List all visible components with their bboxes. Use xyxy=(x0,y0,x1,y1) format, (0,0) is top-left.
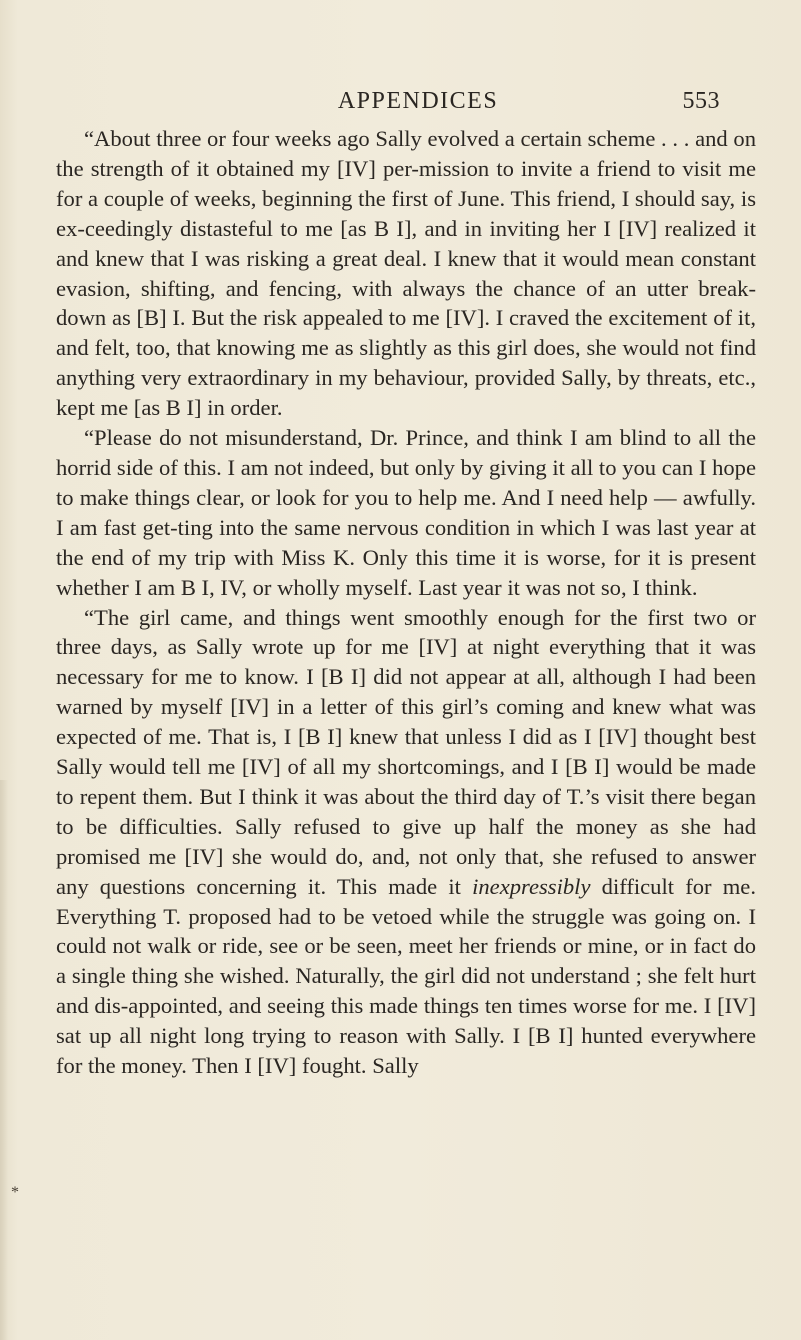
running-head: APPENDICES xyxy=(337,88,499,114)
paragraph-2: “Please do not misunderstand, Dr. Prince, and think I am blind to all the horrid side of this. I am not indeed, but only by giving it all to you can I hope to make things clear, or look for you to help me. And I need help — awfully. I am fast get-ting into the same nervous condition in which I was last year at the end of my trip with Miss K. Only this time it is worse, for it is present whether I am B I, IV, or wholly myself. Last year it was not so, I think. xyxy=(56,425,756,600)
paragraph-3-end: difficult for me. Everything T. proposed had to be vetoed while the struggle was going on. I could not walk or ride, see or be seen, meet her friends or mine, or in fact do a single thing she wished. Naturally, the girl did not understand ; she felt hurt and dis-appointed, and seeing this made things ten times worse for me. I [IV] sat up all night long trying to reason with Sally. I [B I] hunted everywhere for the money. Then I [IV] fought. Sally xyxy=(56,873,756,1079)
margin-mark: * xyxy=(11,1184,19,1201)
body-text xyxy=(56,124,756,1081)
italic-emphasis: inexpressibly xyxy=(472,873,591,899)
page-number: 553 xyxy=(682,88,720,114)
page-edge-shadow xyxy=(0,780,8,1340)
page-header xyxy=(60,88,776,122)
paragraph-3 xyxy=(56,603,756,1082)
paragraph-3-start: “The girl came, and things went smoothly enough for the first two or three days, as Sally wrote up for me [IV] at night everything that it was necessary for me to know. I [B I] did not appear at all, although I had been warned by myself [IV] in a letter of this girl’s coming and knew what was expected of me. That is, I [B I] knew that unless I did as I [IV] thought best Sally would tell me [IV] of all my shortcomings, and I [B I] would be made to repent them. But I think it was about the third day of T.’s visit there began to be difficulties. Sally refused to give up half the money as she had promised me [IV] she would do, and, not only that, she refused to answer any questions concerning it. This made it xyxy=(56,604,756,899)
paragraph-1: “About three or four weeks ago Sally evolved a certain scheme . . . and on the strength of it obtained my [IV] per-mission to invite a friend to visit me for a couple of weeks, beginning the first of June. This friend, I should say, is ex-ceedingly distasteful to me [as B I], and in inviting her I [IV] realized it and knew that I was risking a great deal. I knew that it would mean constant evasion, shifting, and fencing, with always the chance of an utter break-down as [B] I. But the risk appealed to me [IV]. I craved the excitement of it, and felt, too, that knowing me as slightly as this girl does, she would not find anything very extraordinary in my behaviour, provided Sally, by threats, etc., kept me [as B I] in order. xyxy=(56,126,756,421)
